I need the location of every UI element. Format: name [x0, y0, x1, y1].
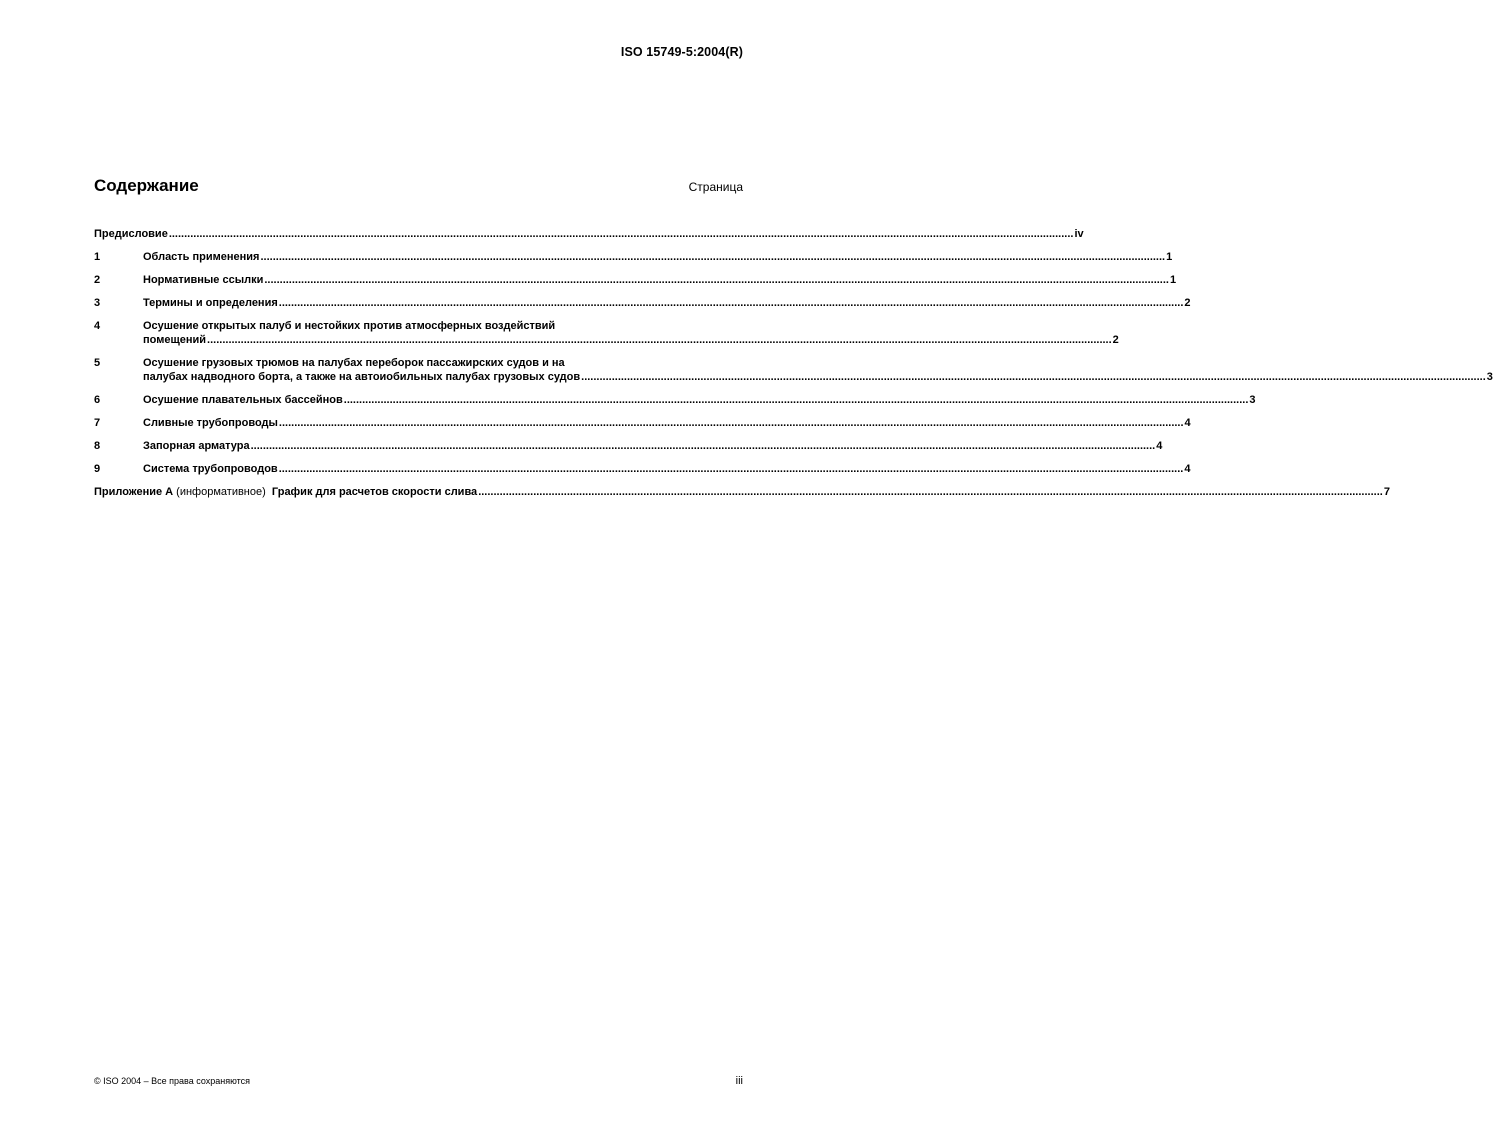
dot-leader — [279, 296, 1184, 310]
toc-entry-number: 8 — [94, 440, 101, 452]
dot-leader — [478, 485, 1383, 499]
toc-entry-body — [94, 227, 1084, 241]
page-footer — [94, 1075, 743, 1087]
toc-entry-page: 4 — [1184, 463, 1191, 475]
toc-entry-body — [94, 485, 1390, 499]
dot-leader — [169, 227, 1074, 241]
toc-entry-number: 9 — [94, 463, 101, 475]
toc-entry-page: 7 — [1383, 486, 1390, 498]
annex-title: График для расчетов скорости слива — [271, 486, 478, 498]
toc-entry-body — [143, 462, 1191, 476]
toc-entry-number: 5 — [94, 357, 101, 369]
toc-entry-page: 2 — [1112, 334, 1119, 346]
toc-entry-title: Область применения — [143, 251, 260, 263]
toc-entry-title: Предисловие — [94, 228, 168, 240]
copyright-notice: © ISO 2004 – Все права сохраняются — [94, 1076, 251, 1086]
toc-entry-section-1[interactable] — [94, 250, 1173, 264]
toc-entry-body — [143, 356, 1493, 384]
document-code: ISO 15749-5:2004(R) — [620, 45, 743, 59]
toc-entry-title: Система трубопроводов — [143, 463, 278, 475]
dot-leader — [581, 370, 1486, 384]
toc-entry-body — [143, 273, 1177, 287]
toc-header — [94, 176, 743, 196]
toc-entry-title: Термины и определения — [143, 297, 278, 309]
toc-entry-number: 3 — [94, 297, 101, 309]
toc-entry-title-line: Осушение грузовых трюмов на палубах переборок пассажирских судов и на — [143, 357, 565, 369]
toc-entry-body — [143, 439, 1163, 453]
toc-entry-body — [143, 393, 1256, 407]
page-number: iii — [735, 1075, 743, 1087]
toc-entry-page: iv — [1074, 228, 1084, 240]
toc-entry-page: 3 — [1486, 371, 1493, 383]
page-column-label: Страница — [688, 180, 743, 194]
annex-kind: (информативное) — [176, 486, 266, 498]
toc-entry-section-2[interactable] — [94, 273, 1177, 287]
toc-entry-page: 1 — [1166, 251, 1173, 263]
toc-entry-number: 4 — [94, 320, 101, 332]
toc-entry-section-5[interactable] — [94, 356, 1493, 384]
toc-entry-section-4[interactable] — [94, 319, 1119, 347]
toc-entry-section-7[interactable] — [94, 416, 1191, 430]
toc-entry-page: 3 — [1249, 394, 1256, 406]
annex-label: Приложение А — [94, 486, 174, 498]
toc-entry-title: палубах надводного борта, а также на автоиобильных палубах грузовых судов — [143, 371, 581, 383]
toc-entry-body — [143, 250, 1173, 264]
dot-leader — [344, 393, 1249, 407]
toc-entry-body — [143, 296, 1191, 310]
toc-entry-section-9[interactable] — [94, 462, 1191, 476]
toc-entry-number: 1 — [94, 251, 101, 263]
toc-entry-body — [143, 319, 1119, 347]
dot-leader — [279, 416, 1184, 430]
toc-entry-page: 1 — [1169, 274, 1177, 286]
dot-leader — [207, 333, 1112, 347]
dot-leader — [264, 273, 1169, 287]
toc-list — [94, 227, 1493, 508]
toc-entry-title: Нормативные ссылки — [143, 274, 264, 286]
toc-entry-page: 2 — [1184, 297, 1191, 309]
toc-entry-section-6[interactable] — [94, 393, 1256, 407]
toc-entry-title: Запорная арматура — [143, 440, 250, 452]
toc-entry-annex-a[interactable] — [94, 485, 1390, 499]
dot-leader — [260, 250, 1165, 264]
toc-entry-title: Сливные трубопроводы — [143, 417, 278, 429]
dot-leader — [279, 462, 1184, 476]
toc-entry-number: 7 — [94, 417, 101, 429]
toc-entry-number: 6 — [94, 394, 101, 406]
toc-entry-page: 4 — [1156, 440, 1163, 452]
toc-entry-section-3[interactable] — [94, 296, 1191, 310]
toc-entry-title: помещений — [143, 334, 207, 346]
toc-entry-page: 4 — [1184, 417, 1191, 429]
toc-entry-title: Осушение плавательных бассейнов — [143, 394, 343, 406]
toc-entry-foreword[interactable] — [94, 227, 1084, 241]
toc-entry-section-8[interactable] — [94, 439, 1163, 453]
toc-entry-body — [143, 416, 1191, 430]
dot-leader — [251, 439, 1156, 453]
toc-entry-title-line: Осушение открытых палуб и нестойких против атмосферных воздействий — [143, 320, 556, 332]
toc-title: Содержание — [94, 176, 199, 195]
toc-entry-number: 2 — [94, 274, 101, 286]
